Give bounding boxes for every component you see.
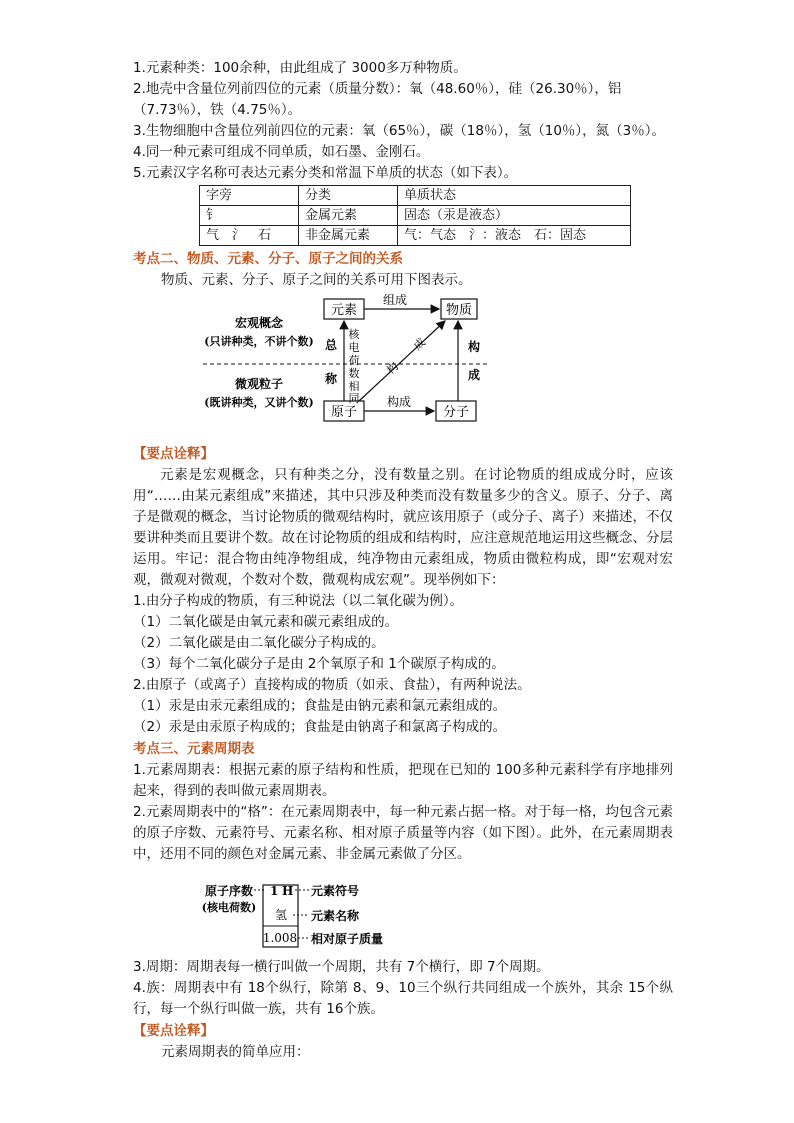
nuclear-charge-label bbox=[349, 327, 361, 405]
svg-text:荷: 荷 bbox=[348, 354, 360, 367]
compose-label: 组成 bbox=[382, 293, 408, 307]
table-cell: 气 氵 石 bbox=[200, 226, 299, 246]
text-line: 1.由分子构成的物质，有三种说法（以二氧化碳为例）。 bbox=[133, 593, 464, 609]
text-line: 4.同一种元素可组成不同单质，如石墨、金刚石。 bbox=[133, 144, 430, 160]
atom-matter-arrow bbox=[359, 321, 445, 401]
text-line: （7.73％），铁（4.75％）。 bbox=[133, 102, 302, 118]
svg-text:核: 核 bbox=[348, 328, 360, 341]
nuclear-charge-sub: (核电荷数) bbox=[201, 901, 257, 914]
text-line: 元素周期表的简单应用： bbox=[161, 1044, 310, 1060]
right-form-char-2: 成 bbox=[467, 368, 481, 382]
text-paragraph: 1.元素周期表：根据元素的原子结构和性质，把现在已知的 100多种元素科学有序地排列起来，得到的表叫做元素周期表。 bbox=[133, 762, 673, 799]
relationship-diagram-svg bbox=[133, 291, 673, 443]
text-line: （2）汞是由汞原子构成的；食盐是由钠离子和氯离子构成的。 bbox=[133, 719, 507, 735]
diag-char-2: 成 bbox=[411, 335, 429, 353]
table-header: 单质状态 bbox=[398, 186, 631, 206]
document-page bbox=[133, 58, 673, 1063]
svg-text:同: 同 bbox=[348, 392, 360, 405]
svg-text:电: 电 bbox=[348, 341, 360, 354]
matter-box-label: 物质 bbox=[445, 303, 473, 318]
text-line: （3）每个二氧化碳分子是由 2个氧原子和 1个碳原子构成的。 bbox=[133, 656, 505, 672]
explanation-paragraph: 元素是宏观概念，只有种类之分，没有数量之别。在讨论物质的组成成分时，应该用“……由某元素组成”来描述，其中只涉及种类而没有数量多少的含义。原子、分子、离子是微观的概念，当讨论物质的微观结构时，就应该用原子（或分子、离子）来描述，不仅要讲种类而且要讲个数。故在讨论物质的组成和结构时，应注意规范地运用这些概念、分层运用。牢记：混合物由纯净物组成，纯净物由元素组成，物质由微粒构成，即“宏观对宏观，微观对微观，个数对个数，微观构成宏观”。现举例如下： bbox=[133, 467, 673, 588]
element-box-label: 元素 bbox=[330, 303, 358, 318]
atomic-number: 1 bbox=[270, 884, 279, 898]
text-line: 3.生物细胞中含量位列前四位的元素：氧（65％），碳（18％），氢（10％），氮（3％）。 bbox=[133, 123, 666, 139]
right-form-char-1: 构 bbox=[467, 340, 481, 354]
text-paragraph: 4.族：周期表中有 18个纵行，除第 8、9、10三个纵行共同组成一个族外，其余 15个纵行，每一个纵行叫做一族，共有 16个族。 bbox=[133, 980, 673, 1017]
atomic-number-label: 原子序数 bbox=[204, 884, 254, 898]
table-cell: 固态（汞是液态） bbox=[398, 206, 631, 226]
periodic-cell-svg bbox=[133, 865, 673, 957]
table-header: 分类 bbox=[299, 186, 398, 206]
form-label: 构成 bbox=[386, 395, 412, 409]
text-line: （1）汞是由汞元素组成的；食盐是由钠元素和氯元素组成的。 bbox=[133, 698, 507, 714]
element-symbol: H bbox=[282, 884, 294, 898]
text-line: 2.地壳中含量位列前四位的元素（质量分数）：氧（48.60％），硅（26.30％），铝 bbox=[133, 81, 622, 97]
section-heading: 考点二、物质、元素、分子、原子之间的关系 bbox=[133, 251, 403, 267]
macro-sub: (只讲种类，不讲个数) bbox=[204, 335, 314, 348]
table-cell: 钅 bbox=[200, 206, 299, 226]
table-cell: 气：气态 氵：液态 石：固态 bbox=[398, 226, 631, 246]
svg-text:数: 数 bbox=[348, 367, 360, 380]
table-row bbox=[200, 226, 631, 246]
mass-label: 相对原子质量 bbox=[311, 932, 384, 946]
total-char-2: 称 bbox=[324, 372, 338, 386]
table-cell: 非金属元素 bbox=[299, 226, 398, 246]
micro-label: 微观粒子 bbox=[234, 377, 284, 391]
micro-sub: (既讲种类，又讲个数) bbox=[204, 396, 314, 409]
macro-label: 宏观概念 bbox=[234, 316, 284, 330]
text-line: 物质、元素、分子、原子之间的关系可用下图表示。 bbox=[161, 272, 472, 288]
svg-text:相: 相 bbox=[348, 380, 360, 393]
text-line: （1）二氧化碳是由氧元素和碳元素组成的。 bbox=[133, 614, 399, 630]
element-name: 氢 bbox=[274, 908, 288, 922]
text-line: 2.由原子（或离子）直接构成的物质（如汞、食盐），有两种说法。 bbox=[133, 677, 531, 693]
atom-box-label: 原子 bbox=[330, 405, 358, 420]
name-label: 元素名称 bbox=[311, 909, 360, 923]
periodic-cell-diagram bbox=[133, 865, 673, 957]
section-heading: 考点三、元素周期表 bbox=[133, 741, 255, 757]
text-line: 3.周期：周期表每一横行叫做一个周期，共有 7个横行，即 7个周期。 bbox=[133, 959, 550, 975]
key-points-tag: 【要点诠释】 bbox=[133, 446, 214, 462]
table-header-row bbox=[200, 186, 631, 206]
symbol-label: 元素符号 bbox=[311, 884, 360, 898]
text-line: （2）二氧化碳是由二氧化碳分子构成的。 bbox=[133, 635, 385, 651]
text-line: 5.元素汉字名称可表达元素分类和常温下单质的状态（如下表）。 bbox=[133, 165, 518, 181]
table-header: 字旁 bbox=[200, 186, 299, 206]
table-row bbox=[200, 206, 631, 226]
element-name-table bbox=[199, 185, 631, 246]
diag-char-1: 构 bbox=[384, 359, 402, 377]
table-cell: 金属元素 bbox=[299, 206, 398, 226]
atomic-mass: 1.008 bbox=[262, 931, 298, 945]
text-line: 1.元素种类：100余种，由此组成了 3000多万种物质。 bbox=[133, 60, 467, 76]
relationship-diagram bbox=[133, 291, 673, 443]
total-char-1: 总 bbox=[324, 338, 338, 352]
text-paragraph: 2.元素周期表中的“格”：在元素周期表中，每一种元素占据一格。对于每一格，均包含元素的原子序数、元素符号、元素名称、相对原子质量等内容（如下图）。此外，在元素周期表中，还用不同的颜色对金属元素、非金属元素做了分区。 bbox=[133, 804, 673, 862]
key-points-tag: 【要点诠释】 bbox=[133, 1023, 214, 1039]
molecule-box-label: 分子 bbox=[442, 405, 470, 420]
